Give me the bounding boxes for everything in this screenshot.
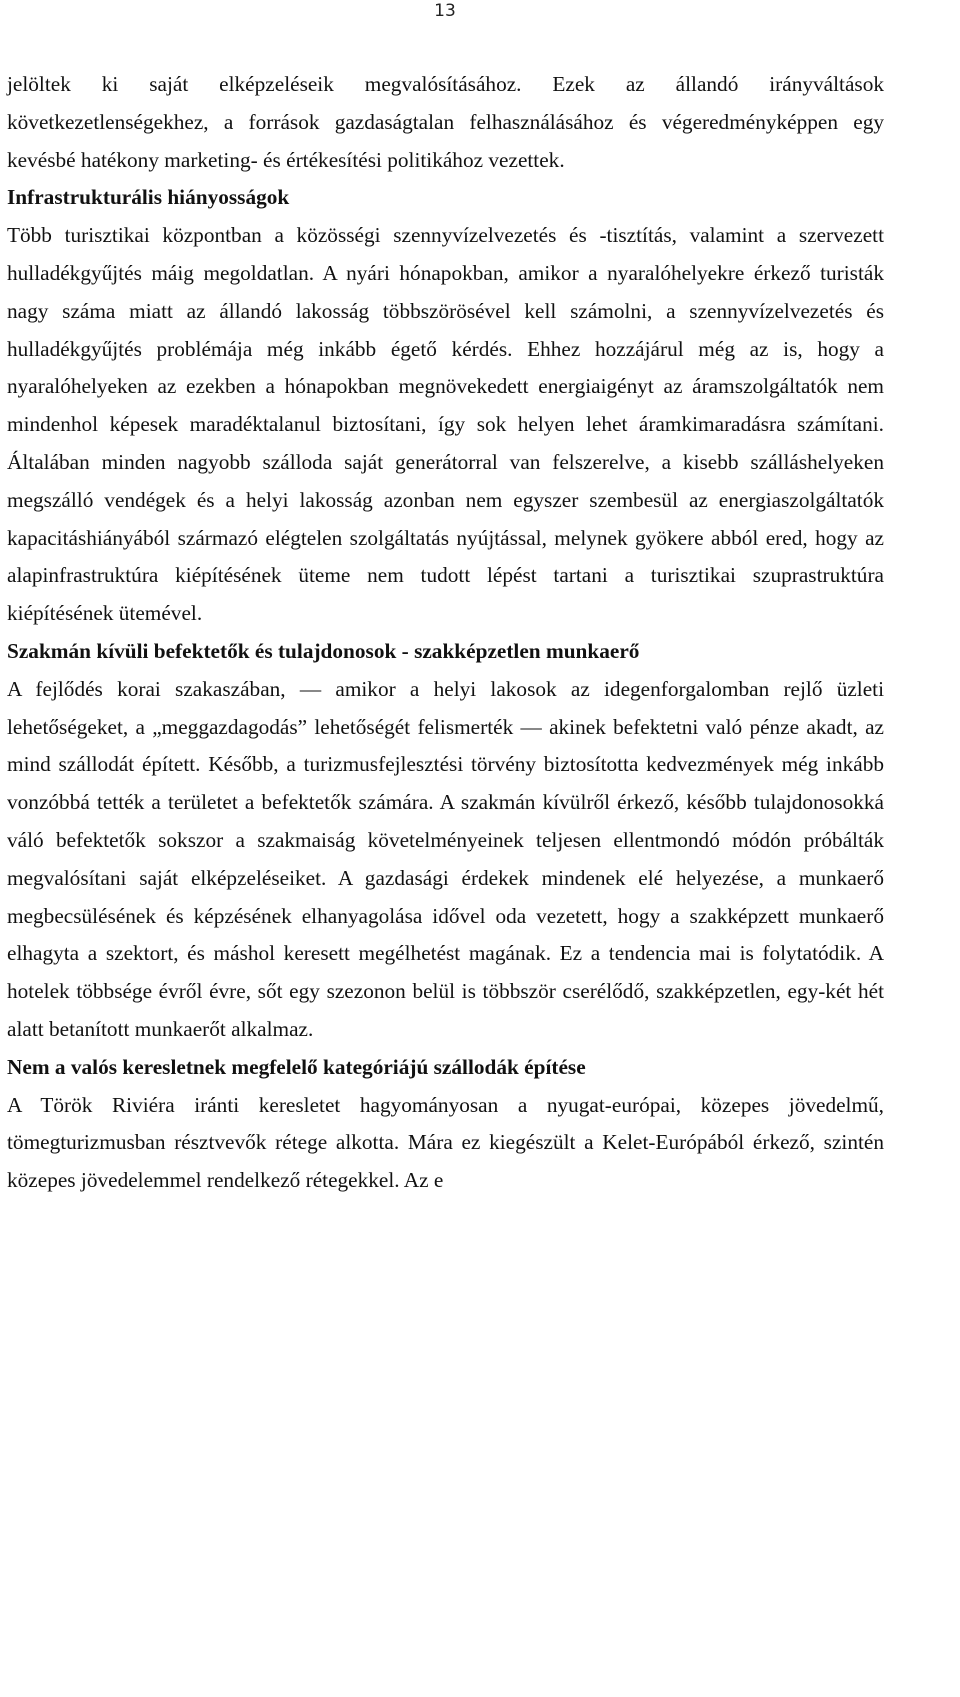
paragraph-intro: jelöltek ki saját elképzeléseik megvalósításához. Ezek az állandó irányváltások következetlenségekhez, a források gazdaságtalan felhasználásához és végeredményképpen egy kevésbé hatékony marketing- és értékesítési politikához vezettek. <box>7 72 884 172</box>
paragraph-infrastructure: Több turisztikai központban a közösségi szennyvízelvezetés és -tisztítás, valamint a szervezett hulladékgyűjtés máig megoldatlan. A nyári hónapokban, amikor a nyaralóhelyekre érkező turisták nagy száma miatt az állandó lakosság többszörösével kell számolni, a szennyvízelvezetés és hulladékgyűjtés problémája még inkább égető kérdés. Ehhez hozzájárul még az is, hogy a nyaralóhelyeken az ezekben a hónapokban megnövekedett energiaigényt az áramszolgáltatók nem mindenhol képesek maradéktalanul biztosítani, így sok helyen lehet áramkimaradásra számítani. Általában minden nagyobb szálloda saját generátorral van felszerelve, a kisebb szálláshelyeken megszálló vendégek és a helyi lakosság azonban nem egyszer szembesül az energiaszolgáltatók kapacitáshiányából származó elégtelen szolgáltatás nyújtással, melynek gyökere abból ered, hogy az alapinfrastruktúra kiépítésének üteme nem tudott lépést tartani a turisztikai szuprastruktúra kiépítésének ütemével. <box>7 223 884 626</box>
heading-infrastructure: Infrastrukturális hiányosságok <box>7 185 290 210</box>
page-number: 13 <box>434 1 456 21</box>
heading-hotel-categories: Nem a valós keresletnek megfelelő kategóriájú szállodák építése <box>7 1054 586 1079</box>
paragraph-investors: A fejlődés korai szakaszában, ― amikor a helyi lakosok az idegenforgalomban rejlő üzleti lehetőségeket, a „meggazdagodás” lehetőségét felismerték ― akinek befektetni való pénze akadt, az mind szállodát épített. Később, a turizmusfejlesztési törvény biztosította kedvezmények még inkább vonzóbbá tették a területet a befektetők számára. A szakmán kívülről érkező, később tulajdonosokká váló befektetők sokszor a szakmaiság követelményeinek teljesen ellentmondó módón próbálták megvalósítani saját elképzeléseiket. A gazdasági érdekek mindenek elé helyezése, a munkaerő megbecsülésének és képzésének elhanyagolása idővel oda vezetett, hogy a szakképzett munkaerő elhagyta a szektort, és máshol keresett megélhetést magának. Ez a tendencia mai is folytatódik. A hotelek többsége évről évre, sőt egy szezonon belül is többször cserélődő, szakképzetlen, egy-két hét alatt betanított munkaerőt alkalmaz. <box>7 676 884 1041</box>
paragraph-hotel-categories: A Török Riviéra iránti keresletet hagyományosan a nyugat-európai, közepes jövedelmű, tömegturizmusban résztvevők rétege alkotta. Mára ez kiegészült a Kelet-Európából érkező, szintén közepes jövedelemmel rendelkező rétegekkel. Az e <box>7 1092 884 1193</box>
page-content <box>7 66 884 1200</box>
heading-investors: Szakmán kívüli befektetők és tulajdonosok - szakképzetlen munkaerő <box>7 638 640 663</box>
